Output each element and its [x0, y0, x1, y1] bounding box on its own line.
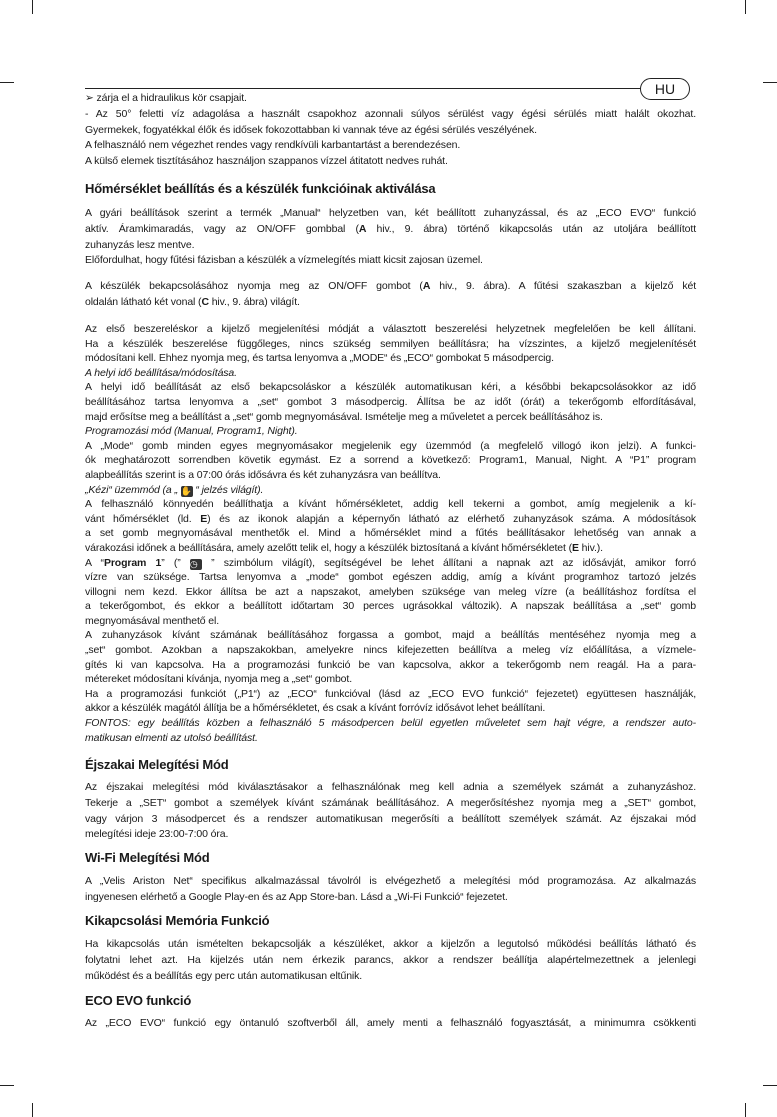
crop-mark: [763, 1085, 777, 1086]
bold-text: E: [571, 541, 579, 554]
text-run: A készülék bekapcsolásához nyomja meg az ON/OFF gombot (: [85, 280, 423, 292]
crop-mark: [0, 82, 14, 83]
text-line: a set gomb megnyomásával menthetők el. Mind a hőmérséklet mind a fűtés beállításakor lehetőség van annak a: [85, 527, 696, 540]
text-line: Ha a programozási funkciót („P1“) az „ECO“ funkcióval (lásd az „ECO EVO funkció“ fejezetet) együttesen használják,: [85, 687, 696, 700]
text-line: [85, 483, 696, 498]
bold-text: A: [422, 280, 431, 292]
text-line: A „Mode“ gomb minden egyes megnyomásakor megjelenik egy üzemmód (a megfelelő villogó ikon jelzi). A funkci-: [85, 439, 696, 452]
text-block-memory-function: [85, 937, 696, 984]
text-line: folytatni lehet azt. Ha kijelzés után nem érkezik parancs, akkor a rendszer beállítja alapértelmezettnek a jelenlegi: [85, 953, 696, 966]
text-line: A felhasználó nem végezhet rendes vagy rendkívüli karbantartást a berendezésen.: [85, 139, 461, 152]
text-line: a tekerőgombot, és ekkor a beállított időtartam 30 perces ugrásokkal változik). A napszak beállítása a „set“ gomb: [85, 600, 696, 613]
bold-text: Program 1: [103, 556, 162, 569]
crop-mark: [32, 1103, 33, 1117]
crop-mark: [745, 0, 746, 14]
bold-text: C: [201, 295, 209, 308]
text-line: vízre van szüksége. Tartsa lenyomva a „mode“ gombot egészen addig, amíg a kívánt programhoz tartozó jelzés: [85, 571, 696, 584]
text-line: majd erősítse meg a beállítást a „set“ gomb megnyomásával. Ismételje meg a műveletet a percek beállításához is.: [85, 410, 603, 423]
text-line: [85, 222, 696, 238]
text-line: ➢ zárja el a hidraulikus kör csapjait.: [85, 92, 247, 104]
text-line: A helyi idő beállítása/módosítása.: [85, 366, 237, 379]
text-run: várakozási időnek a beállítására, amely azelőtt telik el, hogy a készülék biztosítaná a kívánt hőmérsékletet (: [85, 541, 572, 554]
text-line: [85, 512, 696, 527]
hand-icon: ✋: [180, 485, 192, 496]
crop-mark: [745, 1103, 746, 1117]
text-line: matikusan elmenti az utolsó beállítást.: [85, 731, 258, 744]
crop-mark: [0, 1085, 14, 1086]
text-line: melegítési ideje 23:00-7:00 óra.: [85, 828, 229, 841]
text-line: zuhanyzás lesz mentve.: [85, 238, 195, 251]
text-line: Az „ECO EVO“ funkció egy öntanuló szoftverből áll, amely menti a felhasználó fogyasztását, a minimumra csökkenti: [85, 1017, 696, 1029]
text-line: akkor a készülék magától állítja be a hőmérsékletet, és csak a kívánt forróvíz idősávot lehet beállítani.: [85, 702, 546, 715]
text-run: hiv., 9. ábra) történő kikapcsolás után az utoljára beállított: [366, 222, 696, 235]
text-block-intro: [85, 91, 696, 170]
text-block-eco-evo: [85, 1016, 696, 1032]
text-line: A gyári beállítások szerint a termék „Manual“ helyzetben van, két beállított zuhanyzással, és az „ECO EVO“ funkció: [85, 207, 696, 219]
text-line: A felhasználó könnyedén beállíthatja a kívánt hőmérsékletet, addig kell tekerni a gombot, amíg megjelenik a kí-: [85, 498, 696, 511]
text-run: vánt hőmérséklet (ld.: [85, 512, 201, 525]
language-badge: HU: [640, 78, 690, 100]
crop-mark: [763, 82, 777, 83]
text-line: [85, 541, 696, 556]
text-run: ” (”: [161, 556, 190, 569]
bold-text: A: [358, 222, 367, 235]
text-block-wifi-mode: [85, 874, 696, 906]
text-block-factory-settings: [85, 206, 696, 269]
text-line: Előfordulhat, hogy fűtési fázisban a készülék a vízmelegítés miatt kicsit zajosan üzemel.: [85, 254, 483, 267]
text-line: Az éjszakai melegítési mód kiválasztásakor a felhasználónak meg kell adnia a személyek számát a zuhanyzáshoz.: [85, 781, 696, 793]
text-run: “ jelzés világít).: [192, 483, 264, 496]
text-block-night-mode: [85, 780, 696, 843]
text-line: FONTOS: egy beállítás közben a felhasználó 5 másodpercen belül egyetlen műveletet sem hajt végre, a rendszer auto-: [85, 717, 696, 730]
section-heading-night-mode: Éjszakai Melegítési Mód: [85, 757, 229, 772]
text-line: A külső elemek tisztításához használjon szappanos vízzel átitatott nedves ruhát.: [85, 155, 448, 167]
text-block-power-on: [85, 279, 696, 311]
text-line: alapbeállítás szerint is a 07:00 órás idősávra és két zuhanyzásra van beállítva.: [85, 468, 441, 481]
text-run: aktív. Áramkimaradás, vagy az ON/OFF gombbal (: [85, 222, 359, 235]
text-line: megnyomásával menthető el.: [85, 614, 220, 627]
text-line: A zuhanyzások kívánt számának beállításához forgassa a gombot, majd a beállítás mentéséhez nyomja meg a: [85, 629, 696, 642]
bold-text: E: [200, 512, 208, 525]
text-line: [85, 295, 696, 311]
text-line: [85, 279, 696, 295]
text-line: vagy várjon 3 másodpercet és a rendszer automatikusan megerősíti a beállított személyek számát. Az éjszakai mód: [85, 812, 696, 825]
text-line: Az első beszereléskor a kijelző megjelenítési módját a választott beszerelési helyzetnek megfelelően be kell állítani.: [85, 323, 696, 335]
text-line: beállításához tartsa lenyomva a „set“ gombot 3 másodpercig. Állítsa be az időt (órát) a tekerőgomb elfordításával,: [85, 395, 696, 408]
text-line: gítés ki van kapcsolva. Ha a programozási funkció be van kapcsolva, akkor a tekerőgomb nem reagál. Ha a para-: [85, 658, 696, 671]
text-line: [85, 556, 696, 571]
text-line: métereket módosítani kívánja, nyomja meg a „set“ gombot.: [85, 673, 352, 686]
text-run: hiv., 9. ábra). A fűtési szakaszban a kijelző két: [430, 280, 696, 292]
text-line: A helyi idő beállítását az első bekapcsoláskor a készülék automatikusan kéri, a későbbi bekapcsolásokkor az idő: [85, 381, 696, 394]
text-line: Tekerje a „SET“ gombot a személyek kívánt számának beállításához. A megerősítéshez nyomja meg a „SET“ gombot,: [85, 796, 696, 809]
text-line: Ha a készülék beszerelése függőleges, nincs szükség semmilyen beállításra; ha vízszintes, a kijelző megjelenítését: [85, 337, 696, 350]
text-block-settings: [85, 322, 696, 745]
text-line: A „Velis Ariston Net“ specifikus alkalmazással távolról is elvégezhető a melegítési mód programozása. Az alkalmazás: [85, 875, 696, 887]
text-line: ók meghatározott sorrendben követik egymást. Ez a sorrend a következő: Program1, Manual, Night. A “P1” program: [85, 454, 696, 467]
text-run: ) és az ikonok alapján a képernyőn látható az elérhető zuhanyzások száma. A módosítások: [207, 512, 696, 525]
text-run: hiv.).: [578, 541, 603, 554]
text-run: ” szimbólum világít), segítségével be lehet állítani a napnak azt az idősávját, amikor forró: [201, 556, 697, 569]
text-run: A “: [85, 556, 104, 569]
section-heading-wifi-mode: Wi-Fi Melegítési Mód: [85, 850, 210, 865]
text-line: - Az 50° feletti víz adagolása a használt csapokhoz azonnali súlyos sérülést vagy égési sérülés miatt halált okozhat.: [85, 107, 696, 120]
text-line: Ha kikapcsolás után ismételten bekapcsolják a készüléket, akkor a kijelzőn a legutolsó működési beállítás látható és: [85, 938, 696, 950]
text-run: hiv., 9. ábra) világít.: [208, 295, 300, 308]
text-line: villogni nem kezd. Ekkor állítsa be azt a napszakot, amelyben szüksége van meleg vízre (a beállításhoz fordítsa el: [85, 585, 696, 598]
text-run: oldalán látható két vonal (: [85, 295, 202, 308]
section-heading-eco-evo: ECO EVO funkció: [85, 993, 192, 1008]
header-rule: [85, 88, 641, 89]
clock-icon: ◷: [190, 559, 202, 570]
text-line: „set“ gombot. Azokban a napszakokban, amelyekre nincs kifejezetten beállítva a meleg víz előállítása, a vízmele-: [85, 644, 696, 657]
text-line: Gyermekek, fogyatékkal élők és idősek fokozottabban ki vannak téve az égési sérülés veszélyének.: [85, 123, 537, 136]
text-line: Programozási mód (Manual, Program1, Night).: [85, 425, 298, 438]
text-line: ingyenesen elérhető a Google Play-en és az App Store-ban. Lásd a „Wi-Fi Funkció“ fejezetet.: [85, 890, 508, 903]
crop-mark: [32, 0, 33, 14]
text-run: „Kézi“ üzemmód (a „: [85, 483, 181, 496]
text-line: módosítani kell. Ehhez nyomja meg, és tartsa lenyomva a „MODE“ és „ECO“ gombokat 5 másodpercig.: [85, 352, 554, 365]
section-heading-temperature: Hőmérséklet beállítás és a készülék funkcióinak aktiválása: [85, 181, 436, 196]
text-line: működést és a beállítás egy perc után automatikusan eltűnik.: [85, 969, 363, 982]
section-heading-memory-function: Kikapcsolási Memória Funkció: [85, 913, 270, 928]
